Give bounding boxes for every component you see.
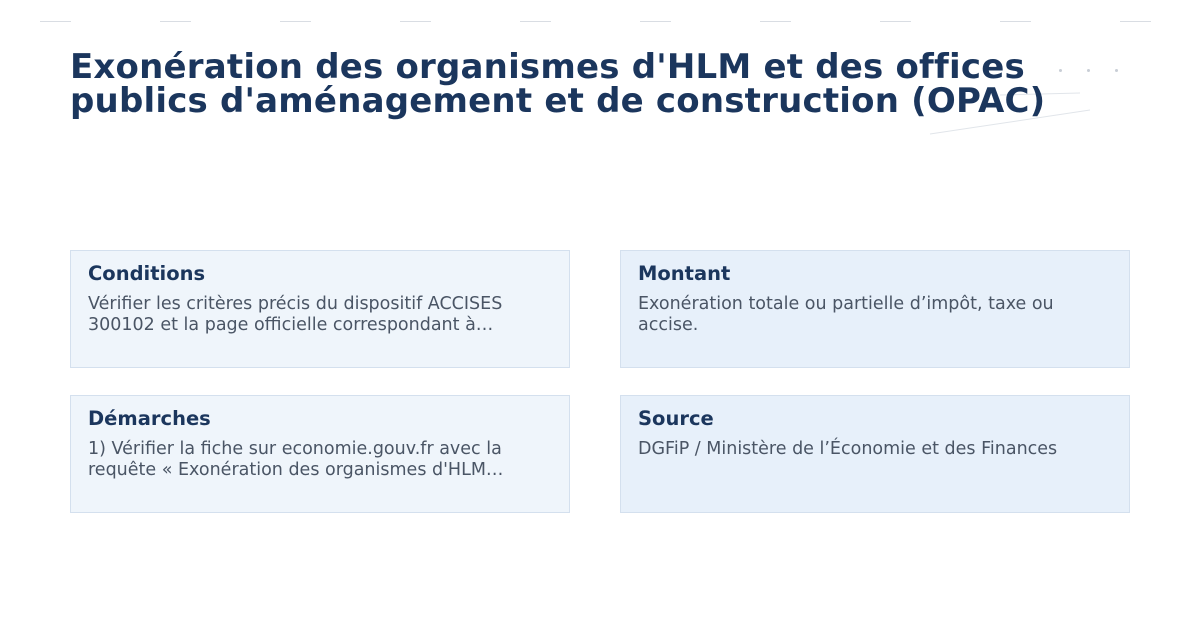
source-text: DGFiP / Ministère de l’Économie et des Finances <box>638 439 1058 459</box>
conditions-heading: Conditions <box>88 262 206 285</box>
source-heading: Source <box>638 407 714 430</box>
montant-text: Exonération totale ou partielle d’impôt, taxe ou accise. <box>638 294 1054 335</box>
montant-heading: Montant <box>638 262 731 285</box>
conditions-card <box>70 250 570 368</box>
demarches-heading: Démarches <box>88 407 211 430</box>
conditions-text: Vérifier les critères précis du dispositif ACCISES 300102 et la page officielle correspondant à… <box>88 294 503 335</box>
source-card <box>620 395 1130 513</box>
page-title: Exonération des organismes d'HLM et des offices publics d'aménagement et de construction (OPAC) <box>70 47 1046 121</box>
demarches-text: 1) Vérifier la fiche sur economie.gouv.fr avec la requête « Exonération des organismes d'HLM… <box>88 439 504 480</box>
top-dashed-divider <box>40 21 1152 22</box>
demarches-card <box>70 395 570 513</box>
montant-card <box>620 250 1130 368</box>
